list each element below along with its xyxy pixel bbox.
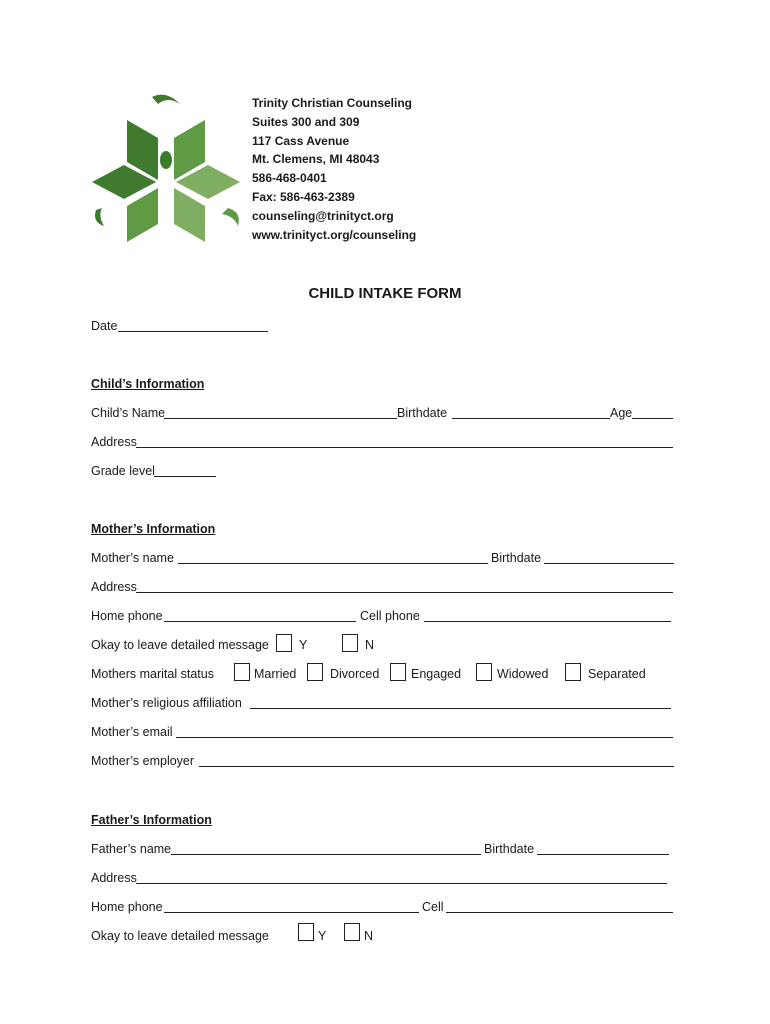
- mother-marital-label: Mothers marital status: [91, 667, 214, 681]
- child-name-field[interactable]: [164, 418, 397, 419]
- org-web: www.trinityct.org/counseling: [252, 227, 417, 242]
- marital-engaged-checkbox[interactable]: [390, 663, 406, 681]
- father-name-field[interactable]: [171, 854, 481, 855]
- father-message-yes-label: Y: [318, 929, 327, 943]
- org-name: Trinity Christian Counseling: [252, 96, 413, 110]
- father-message-no-label: N: [364, 929, 374, 943]
- marital-married-checkbox[interactable]: [234, 663, 250, 681]
- mother-birthdate-field[interactable]: [544, 563, 674, 564]
- org-city: Mt. Clemens, MI 48043: [252, 152, 380, 167]
- child-age-label: Age: [610, 406, 633, 420]
- mother-religion-field[interactable]: [250, 708, 671, 709]
- father-birthdate-field[interactable]: [537, 854, 669, 855]
- marital-married-label: Married: [254, 667, 297, 681]
- mother-email-label: Mother’s email: [91, 725, 173, 739]
- org-suite: Suites 300 and 309: [252, 114, 360, 129]
- mother-message-no-label: N: [365, 638, 375, 652]
- father-home-phone-label: Home phone: [91, 900, 163, 914]
- marital-separated-label: Separated: [588, 667, 646, 681]
- mother-address-label: Address: [91, 580, 137, 594]
- logo-diamonds: [92, 120, 240, 242]
- contact-block: [252, 94, 416, 244]
- father-message-yes-checkbox[interactable]: [298, 923, 314, 941]
- mother-message-no-checkbox[interactable]: [342, 634, 358, 652]
- father-address-field[interactable]: [136, 883, 667, 884]
- father-message-label: Okay to leave detailed message: [91, 929, 269, 943]
- mother-name-label: Mother’s name: [91, 551, 174, 565]
- mother-message-label: Okay to leave detailed message: [91, 638, 269, 652]
- child-address-label: Address: [91, 435, 137, 449]
- mother-cell-phone-label: Cell phone: [360, 609, 420, 623]
- mother-message-yes-label: Y: [299, 638, 308, 652]
- org-fax: Fax: 586-463-2389: [252, 189, 355, 204]
- mother-message-yes-checkbox[interactable]: [276, 634, 292, 652]
- child-name-label: Child’s Name: [91, 406, 166, 420]
- mother-home-phone-label: Home phone: [91, 609, 163, 623]
- mother-religion-label: Mother’s religious affiliation: [91, 696, 242, 710]
- marital-engaged-label: Engaged: [411, 667, 462, 681]
- org-phone: 586-468-0401: [252, 171, 327, 186]
- marital-widowed-label: Widowed: [497, 667, 549, 681]
- form-title: CHILD INTAKE FORM: [308, 285, 462, 302]
- child-address-field[interactable]: [136, 447, 673, 448]
- mother-employer-label: Mother’s employer: [91, 754, 195, 768]
- mother-name-field[interactable]: [178, 563, 488, 564]
- mother-cell-phone-field[interactable]: [424, 621, 671, 622]
- father-cell-field[interactable]: [446, 912, 673, 913]
- father-home-phone-field[interactable]: [164, 912, 419, 913]
- marital-separated-checkbox[interactable]: [565, 663, 581, 681]
- mother-address-field[interactable]: [136, 592, 673, 593]
- father-address-label: Address: [91, 871, 137, 885]
- org-street: 117 Cass Avenue: [252, 133, 350, 148]
- child-heading: Child’s Information: [91, 377, 205, 391]
- logo-figure: [95, 95, 239, 226]
- marital-divorced-checkbox[interactable]: [307, 663, 323, 681]
- mother-employer-field[interactable]: [199, 766, 674, 767]
- child-grade-field[interactable]: [154, 476, 216, 477]
- mother-email-field[interactable]: [176, 737, 673, 738]
- trinity-logo: [88, 92, 248, 252]
- date-label: Date: [91, 319, 118, 333]
- org-email: counseling@trinityct.org: [252, 208, 394, 223]
- child-grade-label: Grade level: [91, 464, 155, 478]
- father-cell-label: Cell: [422, 900, 444, 914]
- child-age-field[interactable]: [632, 418, 673, 419]
- father-heading: Father’s Information: [91, 813, 212, 827]
- marital-divorced-label: Divorced: [330, 667, 380, 681]
- mother-birthdate-label: Birthdate: [491, 551, 542, 565]
- date-field[interactable]: [118, 331, 268, 332]
- father-name-label: Father’s name: [91, 842, 172, 856]
- mother-heading: Mother’s Information: [91, 522, 216, 536]
- mother-home-phone-field[interactable]: [164, 621, 356, 622]
- child-birthdate-field[interactable]: [452, 418, 610, 419]
- father-birthdate-label: Birthdate: [484, 842, 535, 856]
- father-message-no-checkbox[interactable]: [344, 923, 360, 941]
- child-birthdate-label: Birthdate: [397, 406, 448, 420]
- marital-widowed-checkbox[interactable]: [476, 663, 492, 681]
